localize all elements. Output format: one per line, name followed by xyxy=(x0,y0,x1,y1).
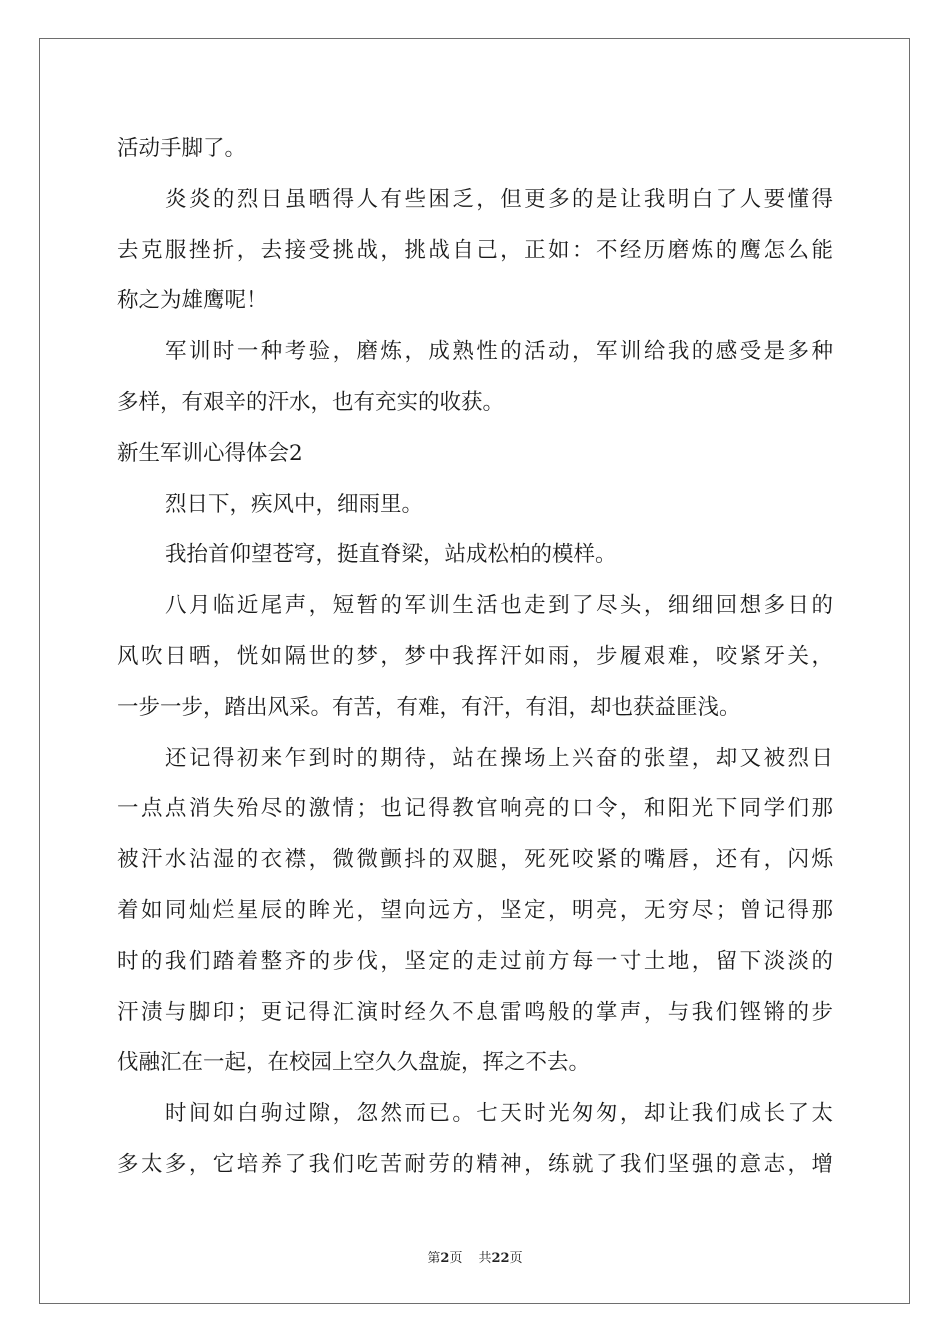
page-suffix: 页 xyxy=(449,1251,463,1266)
body-line: 活动手脚了。 xyxy=(117,136,247,161)
body-line: 时的我们踏着整齐的步伐，坚定的走过前方每一寸土地，留下淡淡的 xyxy=(117,948,833,974)
body-line: 炎炎的烈日虽晒得人有些困乏，但更多的是让我明白了人要懂得 xyxy=(165,186,833,212)
body-line: 时间如白驹过隙，忽然而已。七天时光匆匆，却让我们成长了太 xyxy=(165,1101,833,1127)
body-line: 着如同灿烂星辰的眸光，望向远方，坚定，明亮，无穷尽；曾记得那 xyxy=(117,897,833,923)
body-line: 我抬首仰望苍穹，挺直脊梁，站成松柏的模样。 xyxy=(165,542,617,568)
document-body xyxy=(117,124,833,1191)
total-suffix: 页 xyxy=(509,1251,523,1266)
page-number: 2 xyxy=(440,1251,450,1266)
body-line: 伐融汇在一起，在校园上空久久盘旋，挥之不去。 xyxy=(117,1050,591,1076)
body-line: 烈日下，疾风中，细雨里。 xyxy=(165,491,424,517)
body-line: 还记得初来乍到时的期待，站在操场上兴奋的张望，却又被烈日 xyxy=(165,745,833,771)
body-line: 一步一步，踏出风采。有苦，有难，有汗，有泪，却也获益匪浅。 xyxy=(117,694,741,720)
body-line: 八月临近尾声，短暂的军训生活也走到了尽头，细细回想多日的 xyxy=(165,593,833,619)
section-heading: 新生军训心得体会2 xyxy=(117,440,303,466)
body-line: 军训时一种考验，磨炼，成熟性的活动，军训给我的感受是多种 xyxy=(165,339,833,365)
total-pages: 22 xyxy=(491,1251,510,1266)
body-line: 多样，有艰辛的汗水，也有充实的收获。 xyxy=(117,389,505,415)
body-line: 汗渍与脚印；更记得汇演时经久不息雷鸣般的掌声，与我们铿锵的步 xyxy=(117,999,833,1025)
body-line: 多太多，它培养了我们吃苦耐劳的精神，练就了我们坚强的意志，增 xyxy=(117,1151,833,1177)
body-line: 风吹日晒，恍如隔世的梦，梦中我挥汗如雨，步履艰难，咬紧牙关， xyxy=(117,643,833,669)
total-prefix: 共 xyxy=(478,1251,492,1266)
body-line: 一点点消失殆尽的激情；也记得教官响亮的口令，和阳光下同学们那 xyxy=(117,796,833,822)
body-line: 去克服挫折，去接受挑战，挑战自己，正如：不经历磨炼的鹰怎么能 xyxy=(117,237,833,263)
page-footer xyxy=(0,1247,950,1266)
body-line: 被汗水沾湿的衣襟，微微颤抖的双腿，死死咬紧的嘴唇，还有，闪烁 xyxy=(117,847,833,873)
page-prefix: 第 xyxy=(427,1251,441,1266)
body-line: 称之为雄鹰呢！ xyxy=(117,288,268,314)
